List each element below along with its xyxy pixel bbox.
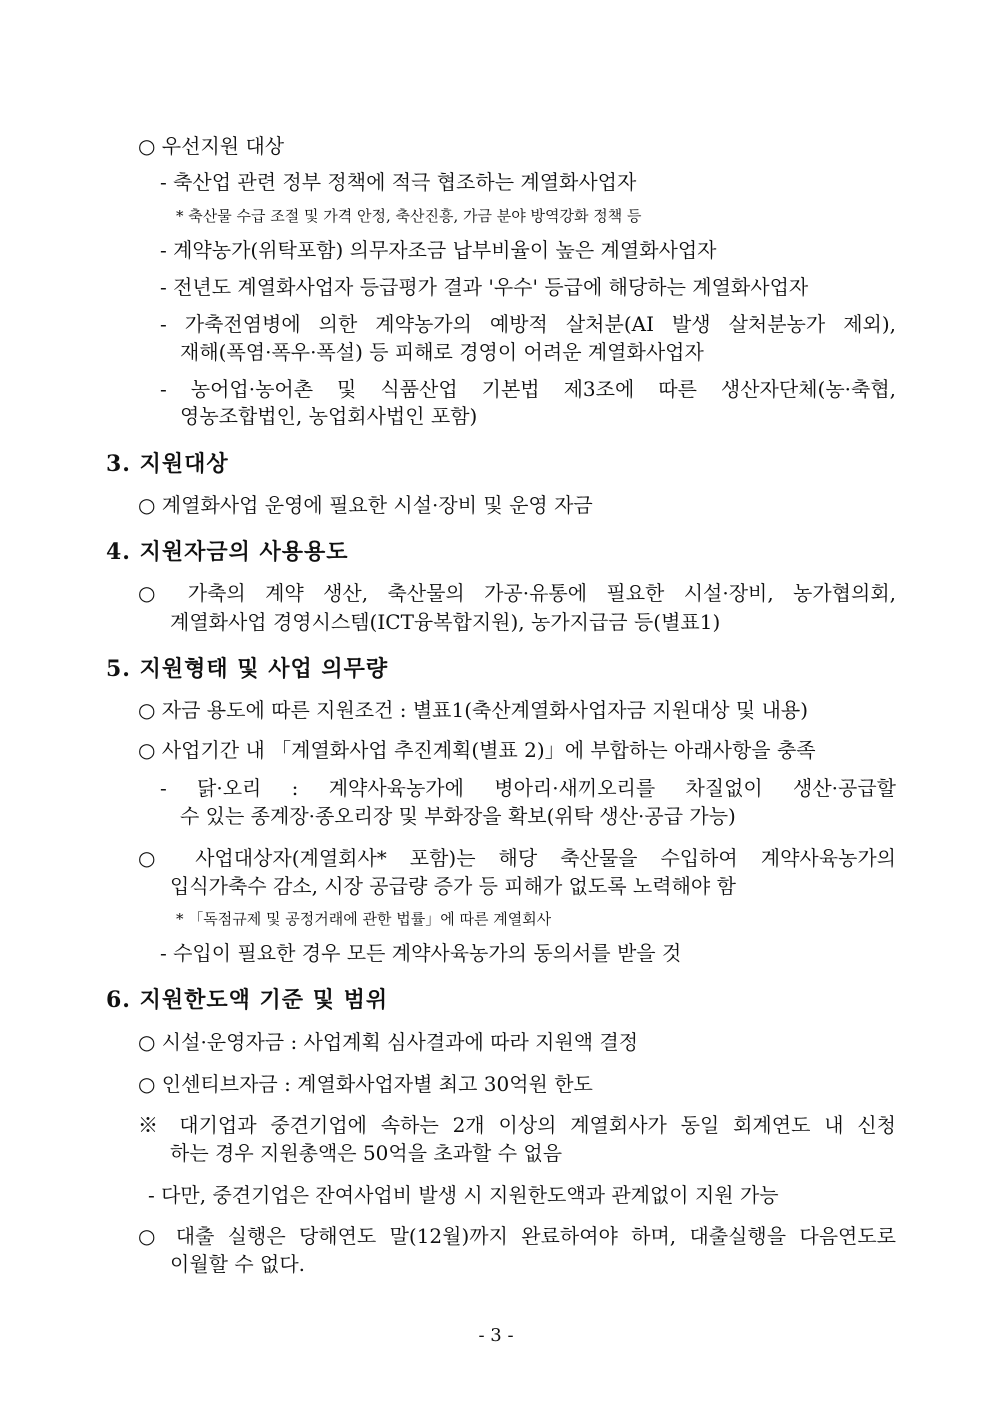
priority-item: - 전년도 계열화사업자 등급평가 결과 '우수' 등급에 해당하는 계열화사업자	[160, 275, 809, 299]
priority-note: * 축산물 수급 조절 및 가격 안정, 축산진흥, 가금 분야 방역강화 정책 등	[176, 207, 642, 225]
section-6-heading: 6. 지원한도액 기준 및 범위	[106, 987, 389, 1013]
section-5-item: ○ 사업기간 내 「계열화사업 추진계획(별표 2)」에 부합하는 아래사항을 충족	[138, 738, 816, 762]
section-6-note-item-cont: 하는 경우 지원총액은 50억을 초과할 수 없음	[170, 1141, 563, 1165]
section-5-item: ○ 사업대상자(계열회사* 포함)는 해당 축산물을 수입하여 계약사육농가의	[138, 846, 896, 870]
priority-item-cont: 영농조합법인, 농업회사법인 포함)	[180, 404, 478, 428]
section-6-item: ○ 시설·운영자금 : 사업계획 심사결과에 따라 지원액 결정	[138, 1030, 639, 1054]
priority-title: ○ 우선지원 대상	[138, 134, 285, 158]
section-4-item-cont: 계열화사업 경영시스템(ICT융복합지원), 농가지급금 등(별표1)	[170, 610, 721, 634]
section-4-item: ○ 가축의 계약 생산, 축산물의 가공·유통에 필요한 시설·장비, 농가협의회,	[138, 581, 896, 605]
section-5-item: ○ 자금 용도에 따른 지원조건 : 별표1(축산계열화사업자금 지원대상 및 내용)	[138, 698, 809, 722]
section-3-heading: 3. 지원대상	[106, 451, 229, 477]
priority-item: - 축산업 관련 정부 정책에 적극 협조하는 계열화사업자	[160, 170, 637, 194]
section-5-subitem: - 수입이 필요한 경우 모든 계약사육농가의 동의서를 받을 것	[160, 941, 682, 965]
section-5-subitem: - 닭·오리 : 계약사육농가에 병아리·새끼오리를 차질없이 생산·공급할	[160, 776, 896, 800]
section-3-item: ○ 계열화사업 운영에 필요한 시설·장비 및 운영 자금	[138, 493, 593, 517]
section-5-heading: 5. 지원형태 및 사업 의무량	[106, 656, 389, 682]
section-6-item: ○ 대출 실행은 당해연도 말(12월)까지 완료하여야 하며, 대출실행을 다음연도로	[138, 1224, 896, 1248]
section-5-note: * 「독점규제 및 공정거래에 관한 법률」에 따른 계열회사	[176, 910, 552, 928]
priority-item: - 농어업·농어촌 및 식품산업 기본법 제3조에 따른 생산자단체(농·축협,	[160, 377, 896, 401]
section-6-subitem: - 다만, 중견기업은 잔여사업비 발생 시 지원한도액과 관계없이 지원 가능	[148, 1183, 779, 1207]
section-6-item: ○ 인센티브자금 : 계열화사업자별 최고 30억원 한도	[138, 1072, 593, 1096]
section-6-item-cont: 이월할 수 없다.	[170, 1252, 305, 1276]
section-6-note-item: ※ 대기업과 중견기업에 속하는 2개 이상의 계열회사가 동일 회계연도 내 신청	[138, 1113, 896, 1137]
section-4-heading: 4. 지원자금의 사용용도	[106, 539, 349, 565]
priority-item: - 계약농가(위탁포함) 의무자조금 납부비율이 높은 계열화사업자	[160, 238, 717, 262]
section-5-item-cont: 입식가축수 감소, 시장 공급량 증가 등 피해가 없도록 노력해야 함	[170, 874, 736, 898]
priority-item-cont: 재해(폭염·폭우·폭설) 등 피해로 경영이 어려운 계열화사업자	[180, 340, 704, 364]
section-5-subitem-cont: 수 있는 종계장·종오리장 및 부화장을 확보(위탁 생산·공급 가능)	[180, 804, 736, 828]
priority-item: - 가축전염병에 의한 계약농가의 예방적 살처분(AI 발생 살처분농가 제외),	[160, 312, 896, 336]
page-number: - 3 -	[478, 1325, 514, 1346]
